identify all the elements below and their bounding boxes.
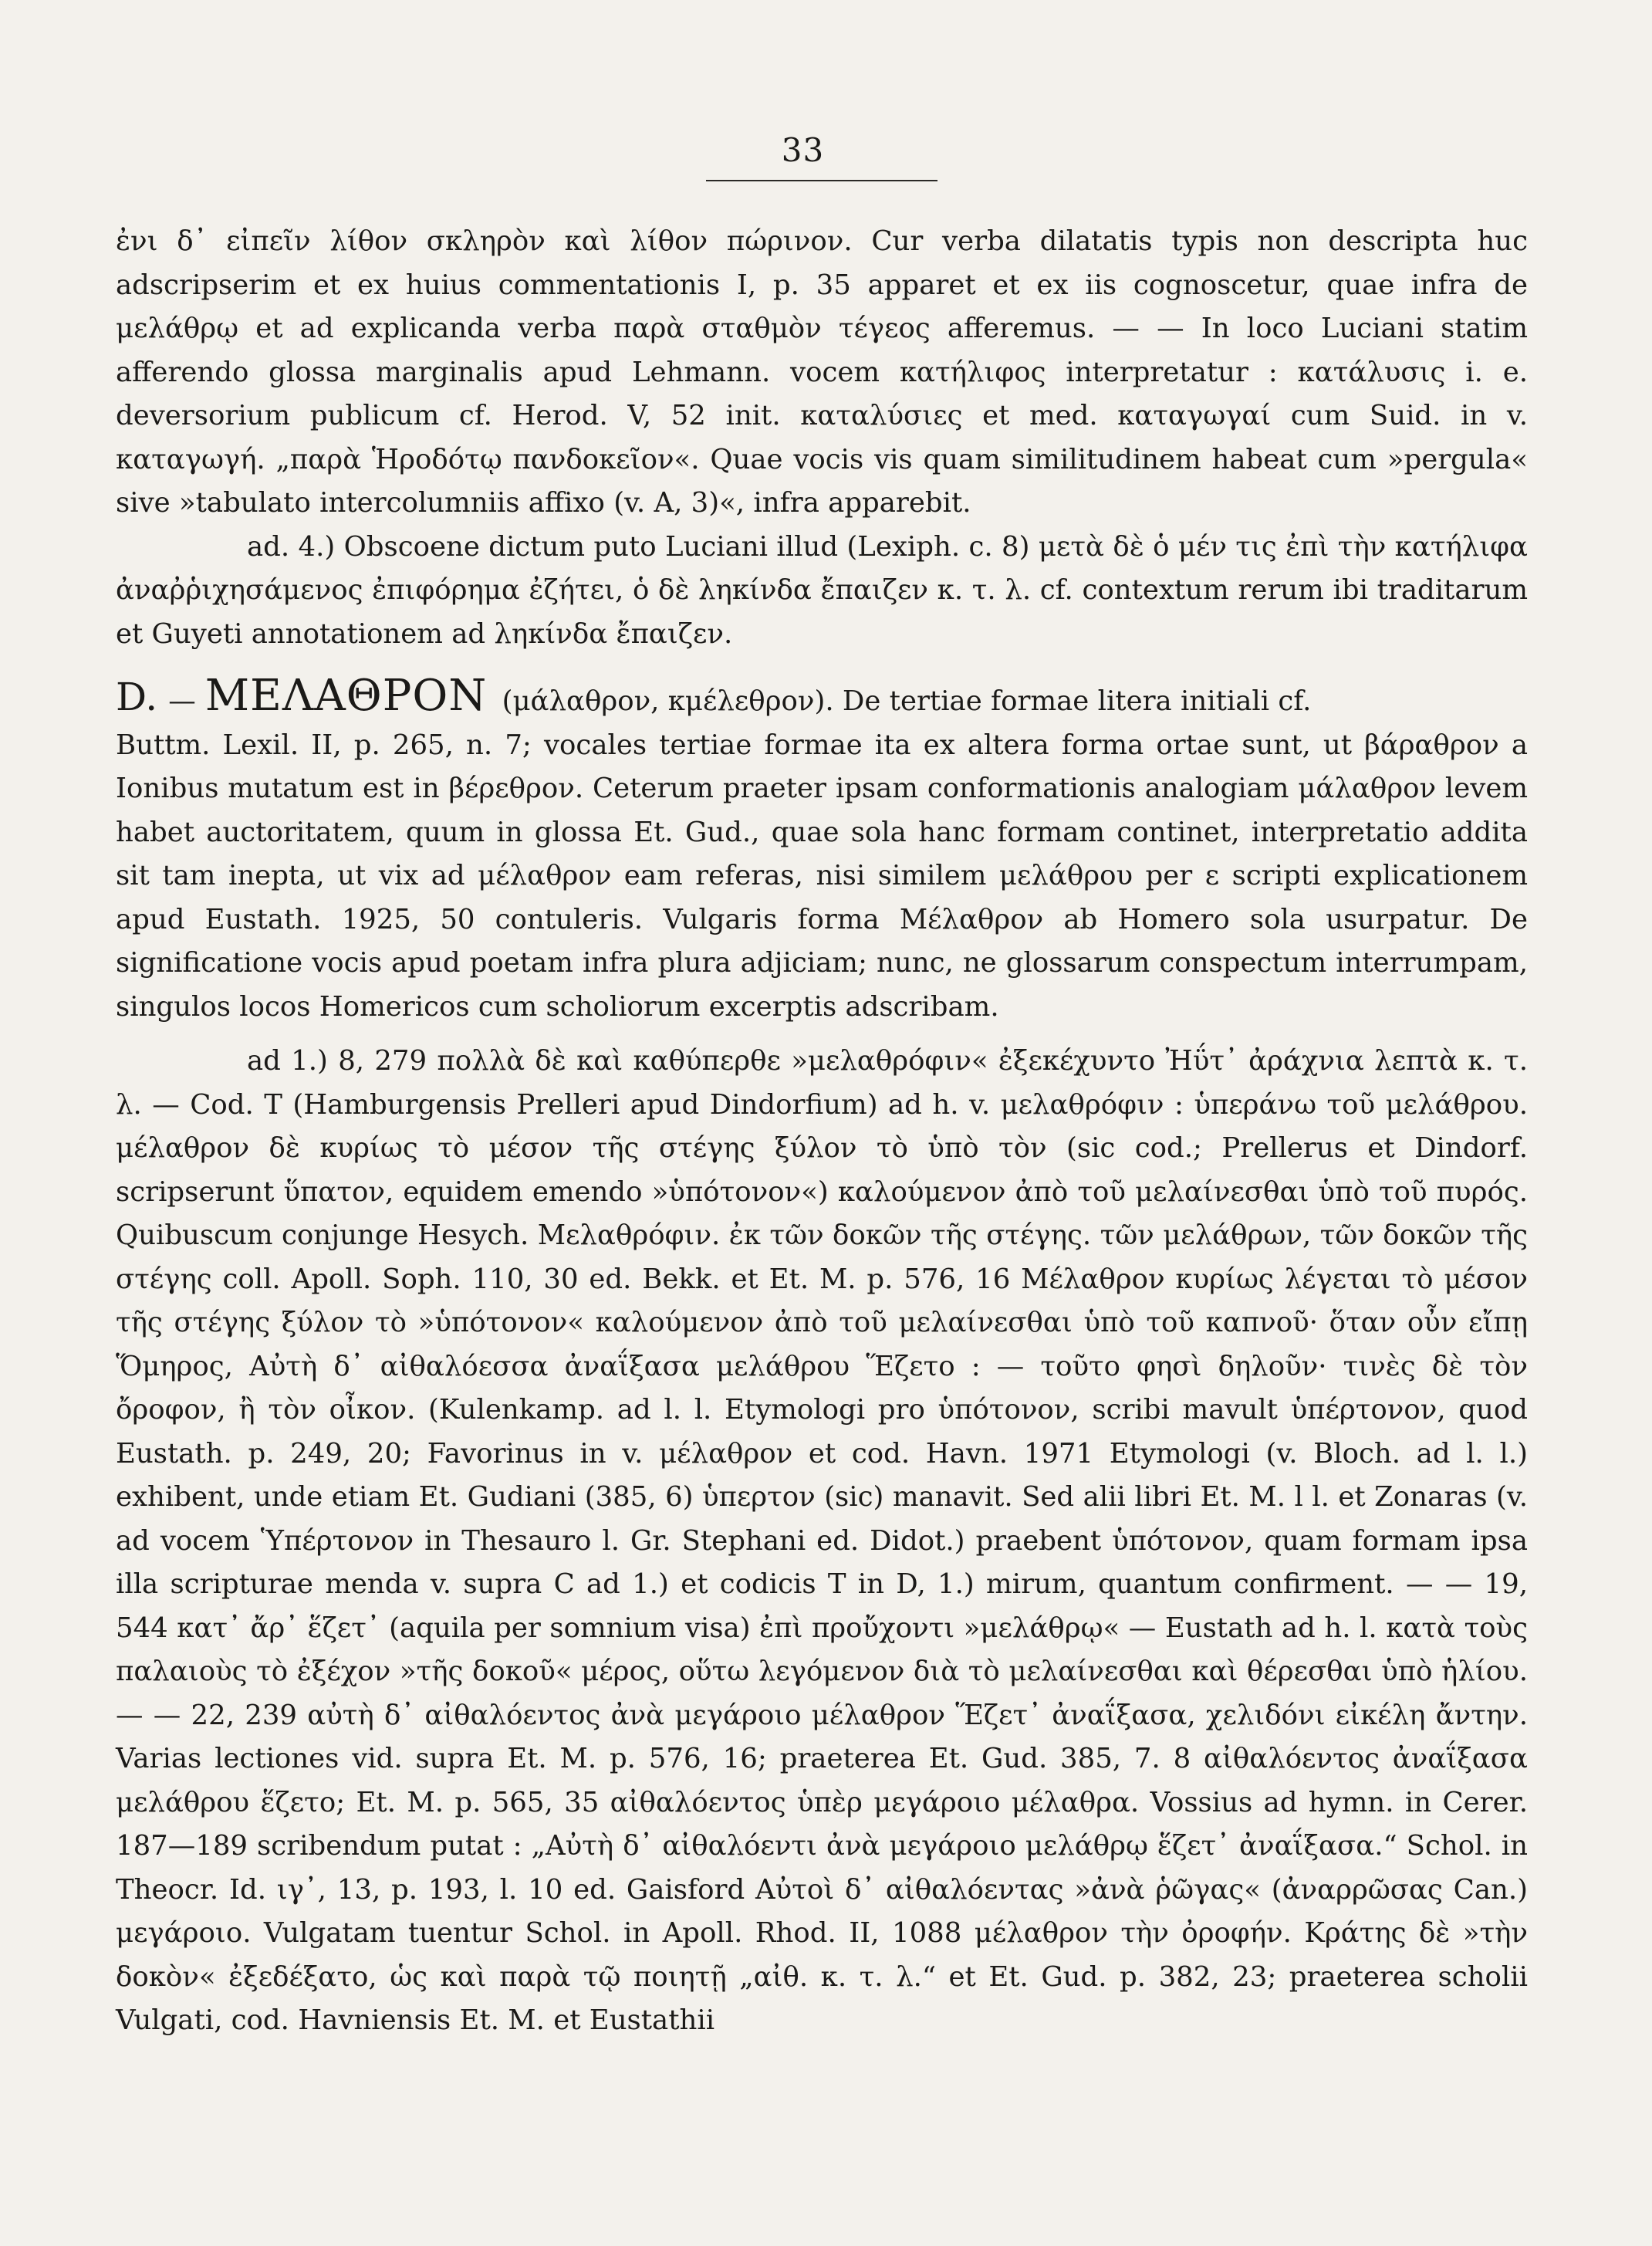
paragraph-3: Buttm. Lexil. II, p. 265, n. 7; vocales tertiae formae ita ex altera forma ortae sunt, ut βάραθρον a Ionibus mutatum est in βέρεθρον. Ceterum praeter ipsam conformationis analogiam μάλαθρον levem habet auctoritatem, quum in glossa Et. Gud., quae sola hanc formam continet, interpretatio addita sit tam inepta, ut vix ad μέλαθρον eam referas, nisi similem μελάθρου per ε scripti explicationem apud Eustath. 1925, 50 contuleris. Vulgaris forma Μέλαθρον ab Homero sola usurpatur. De significatione vocis apud poetam infra plura adjiciam; nunc, ne glossarum conspectum interrumpam, singulos locos Homericos cum scholiorum excerptis adscribam.	[116, 729, 1528, 1023]
paragraph-1: ἐνι δ᾽ εἰπεῖν λίθον σκληρὸν καὶ λίθον πώρινον. Cur verba dilatatis typis non descripta huc adscripserim et ex huius commentationis I, p. 35 apparet et ex iis cognoscetur, quae infra de μελάθρῳ et ad explicanda verba παρὰ σταθμὸν τέγεος afferemus. — — In loco Luciani statim afferendo glossa marginalis apud Lehmann. vocem κατήλιφος interpretatur : κατάλυσις i. e. deversorium publicum cf. Herod. V, 52 init. καταλύσιες et med. καταγωγαί cum Suid. in v. καταγωγή. „παρὰ Ἡροδότῳ πανδοκεῖον«. Quae vocis vis quam similitudinem habeat cum »pergula« sive »tabulato intercolumniis affixo (v. A, 3)«, infra apparebit.	[116, 225, 1528, 519]
page-body	[116, 220, 1528, 2043]
paragraph-4: ad 1.) 8, 279 πολλὰ δὲ καὶ καθύπερθε »μελαθρόφιν« ἐξεκέχυντο Ἠΰτ᾽ ἀράχνια λεπτὰ κ. τ. λ. — Cod. T (Hamburgensis Prelleri apud Dindorfium) ad h. v. μελαθρόφιν : ὑπεράνω τοῦ μελάθρου. μέλαθρον δὲ κυρίως τὸ μέσον τῆς στέγης ξύλον τὸ ὑπὸ τὸν (sic cod.; Prellerus et Dindorf. scripserunt ὕπατον, equidem emendo »ὑπότονον«) καλούμενον ἀπὸ τοῦ μελαίνεσθαι ὑπὸ τοῦ πυρός. Quibuscum conjunge Hesych. Μελαθρόφιν. ἐκ τῶν δοκῶν τῆς στέγης. τῶν μελάθρων, τῶν δοκῶν τῆς στέγης coll. Apoll. Soph. 110, 30 ed. Bekk. et Et. M. p. 576, 16 Μέλαθρον κυρίως λέγεται τὸ μέσον τῆς στέγης ξύλον τὸ »ὑπότονον« καλούμενον ἀπὸ τοῦ μελαίνεσθαι ὑπὸ τοῦ καπνοῦ· ὅταν οὖν εἴπῃ Ὅμηρος, Αὐτὴ δ᾽ αἰθαλόεσσα ἀναΐξασα μελάθρου Ἕζετο : — τοῦτο φησὶ δηλοῦν· τινὲς δὲ τὸν ὄροφον, ἢ τὸν οἶκον. (Kulenkamp. ad l. l. Etymologi pro ὑπότονον, scribi mavult ὑπέρτονον, quod Eustath. p. 249, 20; Favorinus in v. μέλαθρον et cod. Havn. 1971 Etymologi (v. Bloch. ad l. l.) exhibent, unde etiam Et. Gudiani (385, 6) ὑπερτον (sic) manavit. Sed alii libri Et. M. l l. et Zonaras (v. ad vocem Ὑπέρτονον in Thesauro l. Gr. Stephani ed. Didot.) praebent ὑπότονον, quam formam ipsa illa scripturae menda v. supra C ad 1.) et codicis T in D, 1.) mirum, quantum confirment. — — 19, 544 κατ᾽ ἄρ᾽ ἕζετ᾽ (aquila per somnium visa) ἐπὶ προὔχοντι »μελάθρῳ« — Eustath ad h. l. κατὰ τοὺς παλαιοὺς τὸ ἐξέχον »τῆς δοκοῦ« μέρος, οὕτω λεγόμενον διὰ τὸ μελαίνεσθαι καὶ θέρεσθαι ὑπὸ ἡλίου. — — 22, 239 αὐτὴ δ᾽ αἰθαλόεντος ἀνὰ μεγάροιο μέλαθρον Ἕζετ᾽ ἀναΐξασα, χελιδόνι εἰκέλη ἄντην. Varias lectiones vid. supra Et. M. p. 576, 16; praeterea Et. Gud. 385, 7. 8 αἰθαλόεντος ἀναΐξασα μελάθρου ἕζετο; Et. M. p. 565, 35 αἰθαλόεντος ὑπὲρ μεγάροιο μέλαθρα. Vossius ad hymn. in Cerer. 187—189 scribendum putat : „Αὐτὴ δ᾽ αἰθαλόεντι ἀνὰ μεγάροιο μελάθρῳ ἕζετ᾽ ἀναΐξασα.“ Schol. in Theocr. Id. ιγ᾽, 13, p. 193, l. 10 ed. Gaisford Αὐτοὶ δ᾽ αἰθαλόεντας »ἀνὰ ῥῶγας« (ἀναρρῶσας Can.) μεγάροιο. Vulgatam tuentur Schol. in Apoll. Rhod. II, 1088 μέλαθρον τὴν ὀροφήν. Κράτης δὲ »τὴν δοκὸν« ἐξεδέξατο, ὡς καὶ παρὰ τῷ ποιητῇ „αἰθ. κ. τ. λ.“ et Et. Gud. p. 382, 23; praeterea scholii Vulgati, cod. Havniensis Et. M. et Eustathii	[116, 1045, 1528, 2036]
section-title: ΜΕΛΑΘΡΟΝ	[204, 671, 488, 721]
section-letter: D.	[116, 675, 158, 719]
section-intro: De tertiae formae litera initiali cf.	[842, 685, 1312, 717]
section-dash: —	[168, 685, 196, 717]
spacer	[116, 1029, 1528, 1040]
header-rule	[706, 180, 937, 181]
page-number: 33	[781, 131, 825, 169]
section-d-heading	[116, 671, 1528, 724]
paragraph-2: ad. 4.) Obscoene dictum puto Luciani illud (Lexiph. c. 8) μετὰ δὲ ὁ μέν τις ἐπὶ τὴν κατήλιφα ἀναῤῥιχησάμενος ἐπιφόρημα ἐζήτει, ὁ δὲ ληκίνδα ἔπαιζεν κ. τ. λ. cf. contextum rerum ibi traditarum et Guyeti annotationem ad ληκίνδα ἔπαιζεν.	[116, 530, 1528, 650]
section-variants: (μάλαθρον, κμέλεθρον).	[502, 685, 834, 717]
